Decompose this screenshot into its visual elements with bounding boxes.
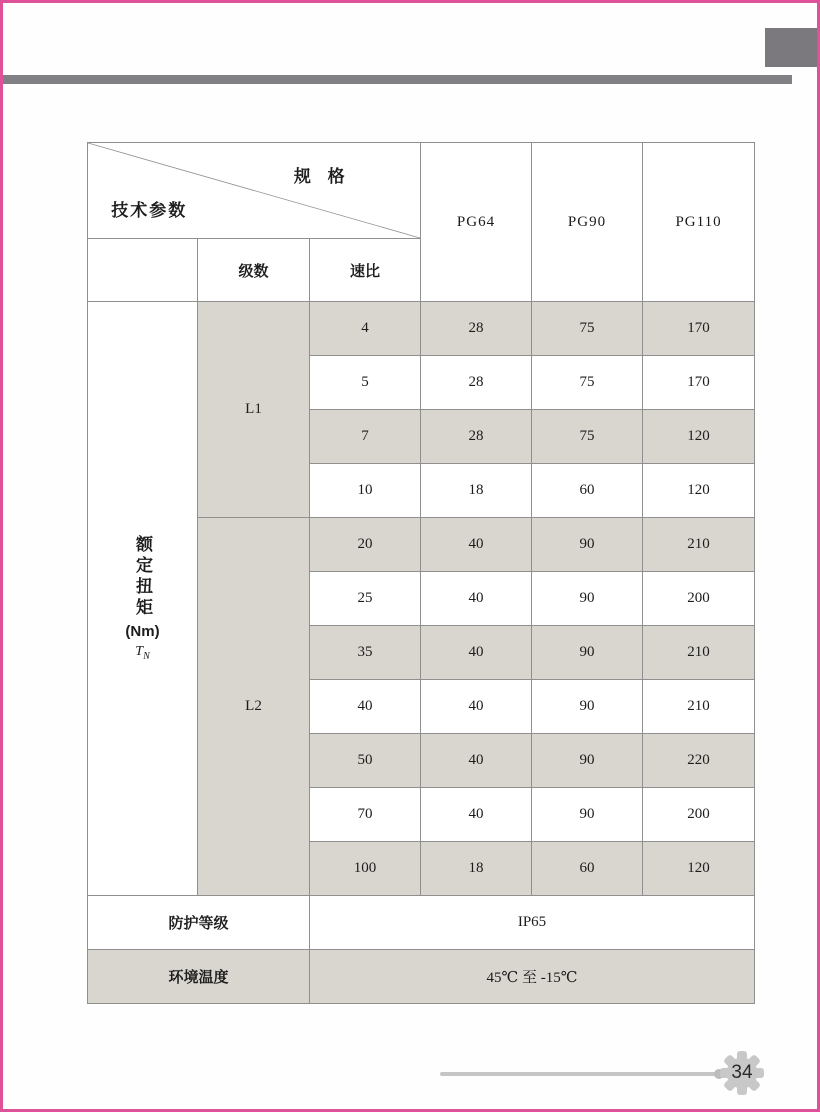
table-row <box>88 896 755 950</box>
value-cell: 75 <box>532 410 643 464</box>
empty-subheader-cell <box>88 239 198 302</box>
ratio-cell: 50 <box>310 734 421 788</box>
page-number-badge <box>719 1050 765 1096</box>
value-cell: 90 <box>532 680 643 734</box>
corner-accent-block <box>765 28 817 67</box>
column-header-pg90: PG90 <box>532 143 643 302</box>
ratio-cell: 70 <box>310 788 421 842</box>
value-cell: 200 <box>643 572 755 626</box>
stage-group-l2: L2 <box>198 518 310 896</box>
torque-symbol: $T_N$ <box>135 644 150 662</box>
table-row <box>88 302 755 356</box>
ratio-cell: 20 <box>310 518 421 572</box>
value-cell: 28 <box>421 302 532 356</box>
value-cell: 60 <box>532 464 643 518</box>
value-cell: 40 <box>421 518 532 572</box>
column-header-pg64: PG64 <box>421 143 532 302</box>
column-header-pg110: PG110 <box>643 143 755 302</box>
value-cell: 18 <box>421 464 532 518</box>
ratio-cell: 10 <box>310 464 421 518</box>
value-cell: 210 <box>643 518 755 572</box>
value-cell: 120 <box>643 410 755 464</box>
value-cell: 210 <box>643 680 755 734</box>
ambient-temp-label: 环境温度 <box>88 950 310 1004</box>
ratio-cell: 100 <box>310 842 421 896</box>
value-cell: 40 <box>421 626 532 680</box>
value-cell: 200 <box>643 788 755 842</box>
corner-header-cell <box>88 143 421 239</box>
value-cell: 90 <box>532 572 643 626</box>
page-number: 34 <box>731 1062 753 1083</box>
subheader-stages: 级数 <box>198 239 310 302</box>
stage-group-l1: L1 <box>198 302 310 518</box>
ratio-cell: 40 <box>310 680 421 734</box>
ratio-cell: 5 <box>310 356 421 410</box>
value-cell: 60 <box>532 842 643 896</box>
value-cell: 40 <box>421 788 532 842</box>
value-cell: 120 <box>643 842 755 896</box>
value-cell: 90 <box>532 734 643 788</box>
value-cell: 90 <box>532 788 643 842</box>
table-row <box>88 950 755 1004</box>
value-cell: 220 <box>643 734 755 788</box>
value-cell: 210 <box>643 626 755 680</box>
value-cell: 18 <box>421 842 532 896</box>
ratio-cell: 25 <box>310 572 421 626</box>
value-cell: 90 <box>532 518 643 572</box>
corner-spec-label: 规 格 <box>293 167 351 186</box>
value-cell: 28 <box>421 410 532 464</box>
ratio-cell: 35 <box>310 626 421 680</box>
torque-row-header <box>88 302 198 896</box>
spec-table-container <box>87 142 755 1004</box>
footer-rule <box>440 1072 722 1076</box>
torque-label: 额定扭矩 <box>133 535 152 620</box>
value-cell: 40 <box>421 572 532 626</box>
value-cell: 40 <box>421 734 532 788</box>
spec-table <box>87 142 755 1004</box>
value-cell: 28 <box>421 356 532 410</box>
protection-rating-label: 防护等级 <box>88 896 310 950</box>
value-cell: 170 <box>643 302 755 356</box>
ratio-cell: 4 <box>310 302 421 356</box>
corner-params-label: 技术参数 <box>111 201 188 221</box>
value-cell: 75 <box>532 356 643 410</box>
diagonal-divider <box>88 143 420 238</box>
value-cell: 40 <box>421 680 532 734</box>
header-rule-bar <box>3 75 792 84</box>
value-cell: 170 <box>643 356 755 410</box>
torque-unit: (Nm) <box>125 623 160 641</box>
value-cell: 90 <box>532 626 643 680</box>
ratio-cell: 7 <box>310 410 421 464</box>
ambient-temp-value: 45℃ 至 -15℃ <box>310 950 755 1004</box>
value-cell: 75 <box>532 302 643 356</box>
value-cell: 120 <box>643 464 755 518</box>
subheader-ratio: 速比 <box>310 239 421 302</box>
protection-rating-value: IP65 <box>310 896 755 950</box>
